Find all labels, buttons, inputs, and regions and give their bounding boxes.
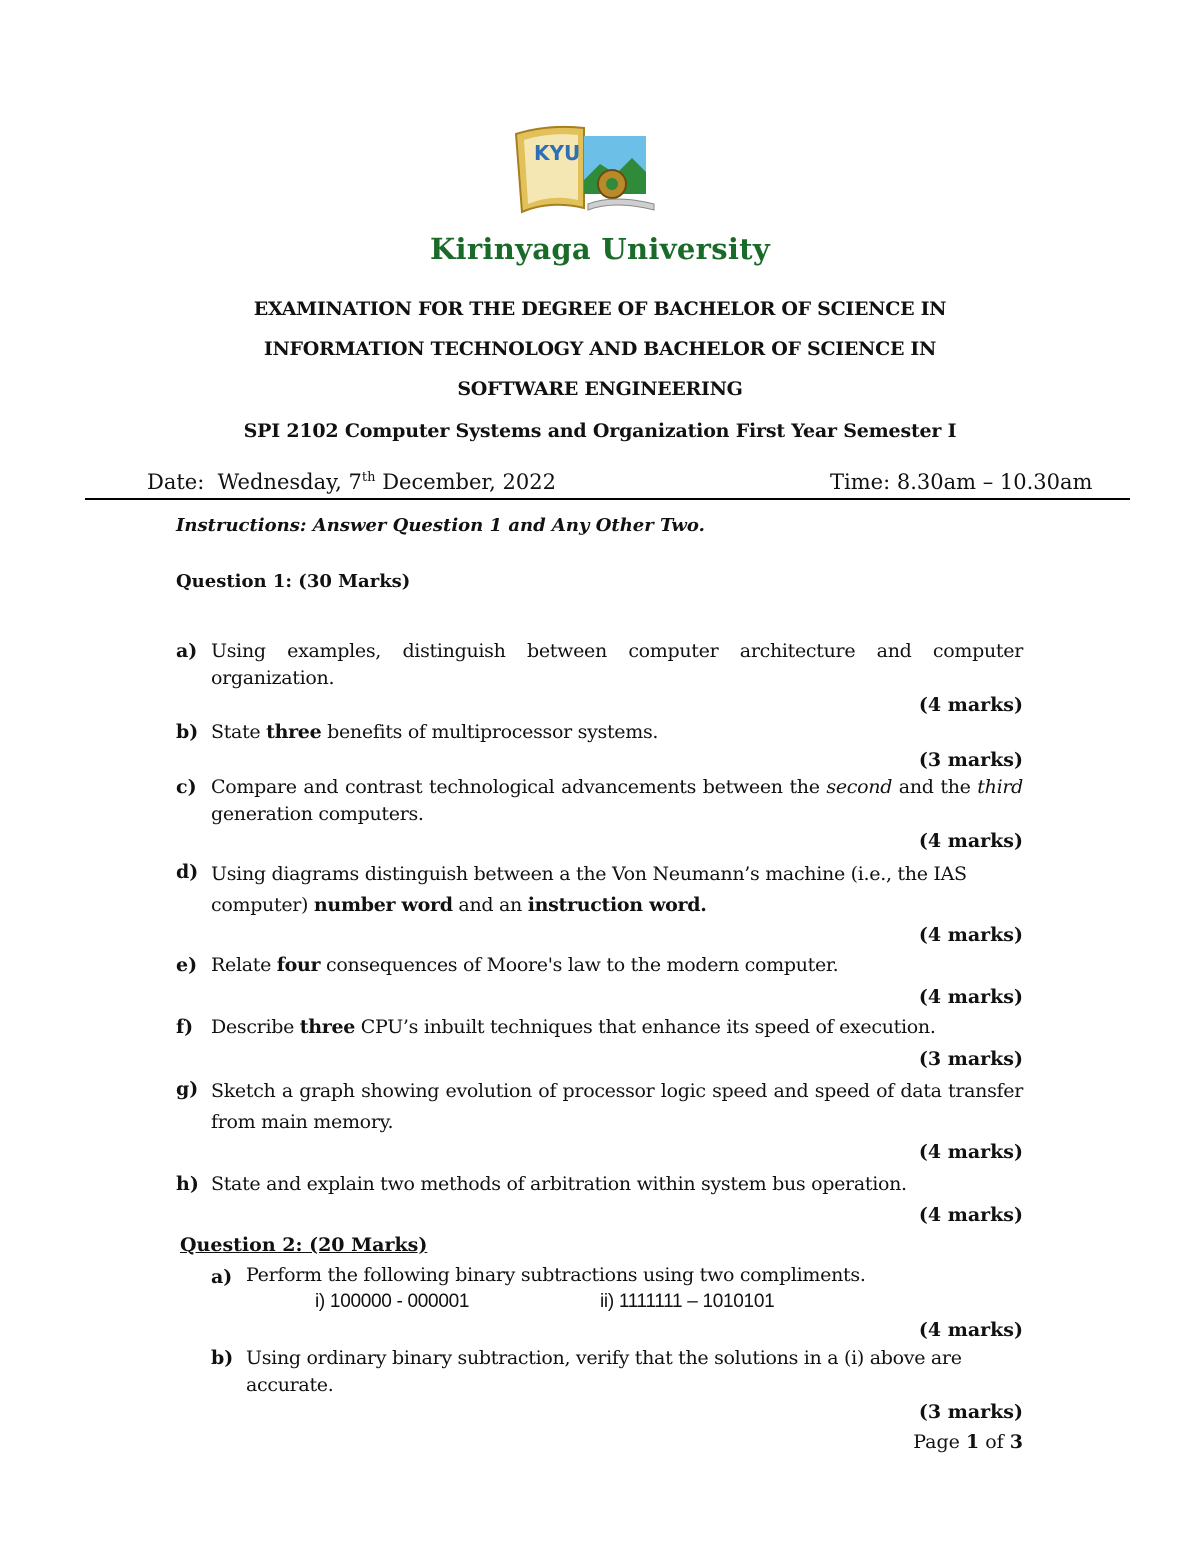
q1-item-b-marks: (3 marks): [918, 749, 1023, 771]
q2-item-a-letter: a): [211, 1266, 233, 1288]
q1-item-d-bold-2: instruction word.: [527, 894, 707, 916]
page-number: [860, 1431, 1023, 1453]
q1-item-h-marks: (4 marks): [918, 1204, 1023, 1226]
q2-item-a-text: Perform the following binary subtractions using two compliments.: [246, 1264, 866, 1286]
q1-item-e-pre: Relate: [211, 954, 277, 976]
exam-title-line-2: INFORMATION TECHNOLOGY AND BACHELOR OF SCIENCE IN: [263, 338, 937, 360]
q1-item-e-bold: four: [276, 954, 321, 976]
page-current: 1: [965, 1431, 980, 1453]
q1-item-c-letter: c): [176, 776, 197, 798]
q1-item-f-bold: three: [299, 1016, 356, 1038]
q1-item-g-marks: (4 marks): [918, 1141, 1023, 1163]
exam-title-line-3: SOFTWARE ENGINEERING: [457, 378, 743, 400]
exam-time: [830, 470, 1092, 494]
question-1-heading: Question 1: (30 Marks): [176, 571, 411, 592]
q1-item-f-marks: (3 marks): [918, 1048, 1023, 1070]
q1-item-b-pre: State: [211, 721, 267, 743]
q1-item-h-letter: h): [176, 1173, 199, 1195]
question-2-heading: Question 2: (20 Marks): [180, 1234, 428, 1256]
date-value-rest: December, 2022: [375, 470, 556, 494]
university-name: Kirinyaga University: [430, 232, 770, 266]
q1-item-e-letter: e): [176, 954, 198, 976]
q1-item-e-text: [211, 952, 1023, 979]
q1-item-a-letter: a): [176, 640, 198, 662]
q1-item-d-marks: (4 marks): [918, 924, 1023, 946]
date-label: Date:: [147, 470, 205, 494]
q1-item-a-line-2: organization.: [211, 667, 335, 689]
university-logo: [508, 120, 658, 225]
q1-item-d-letter: d): [176, 861, 199, 883]
q1-item-d-pre: Using diagrams distinguish between a the Von Neumann’s machine (i.e., the IAS computer): [211, 863, 967, 916]
q1-item-f-letter: f): [176, 1016, 194, 1038]
q1-item-g-letter: g): [176, 1078, 199, 1100]
logo-text: KYU: [534, 141, 581, 165]
q1-item-c-text: [211, 774, 1023, 828]
q1-item-e-post: consequences of Moore's law to the modern computer.: [320, 954, 839, 976]
q1-item-b-post: benefits of multiprocessor systems.: [321, 721, 659, 743]
date-suffix: th: [361, 470, 376, 485]
q1-item-c-marks: (4 marks): [918, 830, 1023, 852]
q1-item-c-pre: Compare and contrast technological advancements between the: [211, 776, 827, 798]
q1-item-c-italic-2: third: [977, 776, 1023, 798]
q1-item-g-text: Sketch a graph showing evolution of processor logic speed and speed of data transfer from main memory.: [211, 1080, 1023, 1133]
time-label: Time:: [830, 470, 891, 494]
q1-item-c-mid: and the: [892, 776, 978, 798]
date-time-row: [85, 470, 1130, 500]
page-word: Page: [913, 1431, 966, 1453]
q1-item-a-marks: (4 marks): [918, 694, 1023, 716]
q1-item-e-marks: (4 marks): [918, 986, 1023, 1008]
instructions: Instructions: Answer Question 1 and Any Other Two.: [176, 515, 705, 536]
q1-item-c-italic-1: second: [826, 776, 893, 798]
time-value: 8.30am – 10.30am: [896, 470, 1093, 494]
q1-item-a-line-1: Using examples, distinguish between computer architecture and computer: [211, 640, 1023, 662]
q1-item-f-pre: Describe: [211, 1016, 300, 1038]
q1-item-f-text: [211, 1014, 1023, 1041]
q1-item-b-bold: three: [266, 721, 322, 743]
course-title: SPI 2102 Computer Systems and Organization First Year Semester I: [243, 420, 957, 442]
q2-item-b-marks: (3 marks): [918, 1401, 1023, 1423]
of-word: of: [979, 1431, 1010, 1453]
q2-item-b-letter: b): [211, 1347, 234, 1369]
q2-item-a-sub-ii: ii) 1111111 – 1010101: [600, 1291, 775, 1312]
q1-item-c-post: generation computers.: [211, 803, 424, 825]
q2-item-a-sub-i: i) 100000 - 000001: [315, 1291, 470, 1312]
q2-item-b-text: Using ordinary binary subtraction, verify that the solutions in a (i) above are accurate.: [246, 1347, 962, 1396]
exam-title-line-1: EXAMINATION FOR THE DEGREE OF BACHELOR OF SCIENCE IN: [253, 298, 947, 320]
q1-item-f-post: CPU’s inbuilt techniques that enhance its speed of execution.: [355, 1016, 936, 1038]
exam-date: [147, 470, 556, 494]
q1-item-b-letter: b): [176, 721, 199, 743]
q1-item-d-mid: and an: [452, 894, 528, 916]
date-value-day: Wednesday, 7: [217, 470, 362, 494]
q1-item-d-bold-1: number word: [313, 894, 453, 916]
q1-item-b-text: [211, 719, 1023, 746]
page-total: 3: [1009, 1431, 1023, 1453]
q1-item-d-text: [211, 859, 986, 921]
q1-item-h-text: State and explain two methods of arbitration within system bus operation.: [211, 1173, 907, 1195]
q2-item-a-marks: (4 marks): [918, 1319, 1023, 1341]
